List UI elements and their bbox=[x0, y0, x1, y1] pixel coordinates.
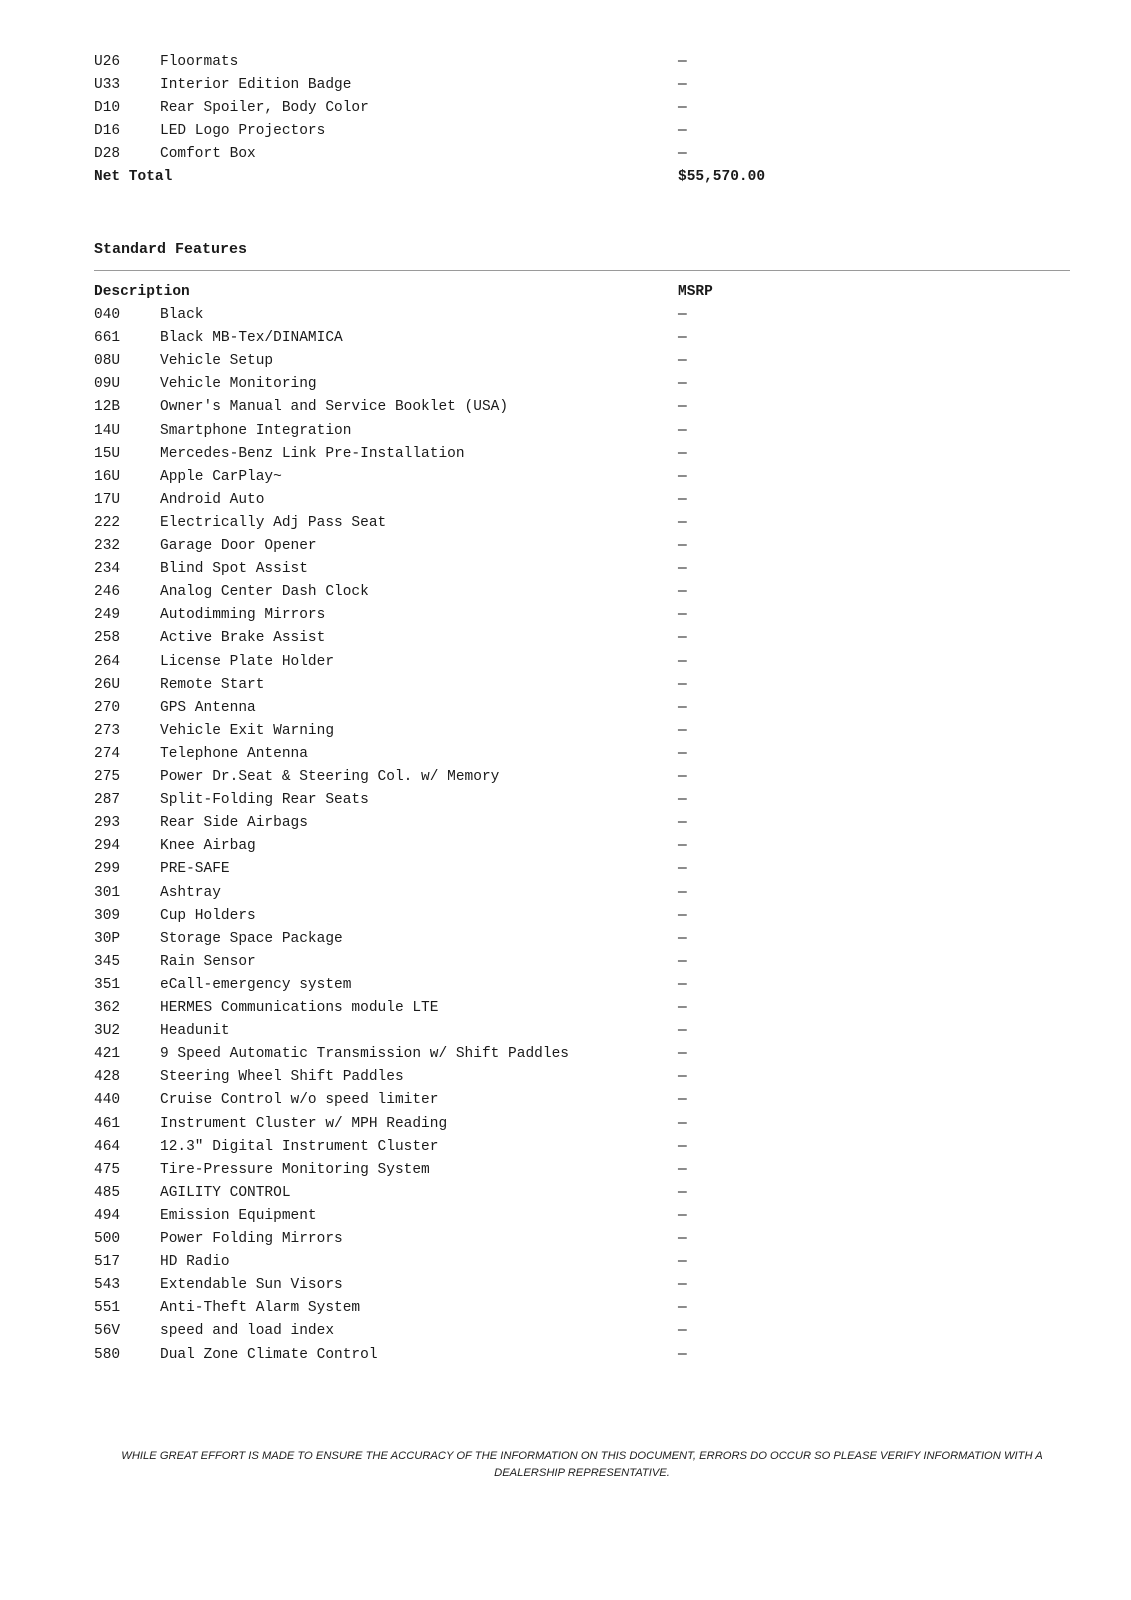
net-total-label: Net Total bbox=[94, 169, 173, 185]
feature-code: 580 bbox=[94, 1346, 121, 1363]
feature-description: GPS Antenna bbox=[160, 699, 256, 716]
feature-code: 294 bbox=[94, 838, 121, 855]
feature-description: License Plate Holder bbox=[160, 653, 335, 670]
section-divider bbox=[94, 270, 1070, 271]
feature-msrp: — bbox=[678, 1231, 687, 1247]
feature-code: 270 bbox=[94, 699, 121, 716]
feature-code: 464 bbox=[94, 1138, 121, 1155]
feature-msrp: — bbox=[678, 1069, 687, 1086]
option-description: LED Logo Projectors bbox=[160, 123, 326, 139]
feature-description: Rain Sensor bbox=[160, 953, 256, 970]
feature-description: Garage Door Opener bbox=[160, 538, 317, 554]
feature-msrp: — bbox=[678, 1138, 687, 1155]
feature-code: 500 bbox=[94, 1231, 121, 1247]
feature-description: Vehicle Monitoring bbox=[160, 376, 317, 393]
feature-description: Dual Zone Climate Control bbox=[160, 1346, 378, 1363]
feature-msrp: — bbox=[678, 538, 687, 554]
feature-msrp: — bbox=[678, 514, 687, 531]
feature-msrp: — bbox=[678, 1300, 687, 1317]
feature-msrp: — bbox=[678, 745, 687, 762]
feature-code: 485 bbox=[94, 1184, 121, 1201]
feature-description: Cup Holders bbox=[160, 907, 256, 924]
feature-code: 56V bbox=[94, 1323, 121, 1340]
feature-msrp: — bbox=[678, 468, 687, 485]
feature-msrp: — bbox=[678, 1277, 687, 1294]
option-code: U26 bbox=[94, 54, 121, 70]
feature-description: Headunit bbox=[160, 1023, 230, 1040]
feature-description: Power Dr.Seat & Steering Col. w/ Memory bbox=[160, 769, 500, 785]
feature-code: 362 bbox=[94, 1000, 121, 1016]
feature-code: 3U2 bbox=[94, 1023, 121, 1040]
feature-code: 258 bbox=[94, 630, 121, 647]
feature-msrp: — bbox=[678, 1000, 687, 1016]
feature-msrp: — bbox=[678, 607, 687, 624]
feature-description: Mercedes-Benz Link Pre-Installation bbox=[160, 445, 465, 462]
feature-msrp: — bbox=[678, 1184, 687, 1201]
feature-description: Rear Side Airbags bbox=[160, 815, 308, 832]
feature-code: 12B bbox=[94, 399, 121, 416]
feature-description: Knee Airbag bbox=[160, 838, 256, 855]
option-description: Interior Edition Badge bbox=[160, 77, 352, 93]
feature-code: 274 bbox=[94, 745, 121, 762]
feature-code: 234 bbox=[94, 561, 121, 578]
feature-description: Owner's Manual and Service Booklet (USA) bbox=[160, 399, 509, 416]
option-code: U33 bbox=[94, 77, 121, 93]
feature-description: Vehicle Exit Warning bbox=[160, 722, 335, 739]
feature-msrp: — bbox=[678, 1254, 687, 1271]
feature-description: HD Radio bbox=[160, 1254, 230, 1271]
net-total-value: $55,570.00 bbox=[678, 169, 766, 185]
feature-msrp: — bbox=[678, 884, 687, 901]
feature-msrp: — bbox=[678, 792, 687, 809]
feature-description: 9 Speed Automatic Transmission w/ Shift Paddles bbox=[160, 1046, 569, 1063]
feature-description: Cruise Control w/o speed limiter bbox=[160, 1092, 439, 1109]
option-msrp: — bbox=[678, 77, 687, 93]
feature-description: Extendable Sun Visors bbox=[160, 1277, 343, 1294]
option-msrp: — bbox=[678, 100, 687, 116]
feature-code: 08U bbox=[94, 353, 121, 370]
feature-code: 293 bbox=[94, 815, 121, 832]
feature-description: Active Brake Assist bbox=[160, 630, 326, 647]
feature-msrp: — bbox=[678, 376, 687, 393]
option-msrp: — bbox=[678, 146, 687, 162]
feature-code: 275 bbox=[94, 769, 121, 785]
feature-description: Remote Start bbox=[160, 676, 265, 693]
option-description: Comfort Box bbox=[160, 146, 256, 162]
feature-code: 273 bbox=[94, 722, 121, 739]
feature-msrp: — bbox=[678, 445, 687, 462]
feature-description: Power Folding Mirrors bbox=[160, 1231, 343, 1247]
disclaimer-text: WHILE GREAT EFFORT IS MADE TO ENSURE THE ACCURACY OF THE INFORMATION ON THIS DOCUMENT, ERRORS DO OCCUR SO PLEASE VERIFY INFORMATION WITH A DEALERSHIP REPRESENTATIVE. bbox=[121, 1450, 1043, 1479]
feature-msrp: — bbox=[678, 907, 687, 924]
feature-msrp: — bbox=[678, 1023, 687, 1040]
feature-description: Black bbox=[160, 307, 204, 323]
option-code: D28 bbox=[94, 146, 121, 162]
feature-code: 040 bbox=[94, 307, 121, 323]
feature-msrp: — bbox=[678, 769, 687, 785]
feature-code: 543 bbox=[94, 1277, 121, 1294]
feature-code: 345 bbox=[94, 953, 121, 970]
feature-msrp: — bbox=[678, 676, 687, 693]
feature-msrp: — bbox=[678, 722, 687, 739]
feature-code: 309 bbox=[94, 907, 121, 924]
feature-description: Blind Spot Assist bbox=[160, 561, 308, 578]
feature-msrp: — bbox=[678, 815, 687, 832]
feature-code: 14U bbox=[94, 422, 121, 439]
feature-description: Ashtray bbox=[160, 884, 221, 901]
option-msrp: — bbox=[678, 123, 687, 139]
feature-code: 16U bbox=[94, 468, 121, 485]
option-description: Floormats bbox=[160, 54, 239, 70]
feature-description: Electrically Adj Pass Seat bbox=[160, 514, 387, 531]
feature-description: 12.3" Digital Instrument Cluster bbox=[160, 1138, 439, 1155]
feature-description: Android Auto bbox=[160, 491, 265, 508]
feature-msrp: — bbox=[678, 330, 687, 347]
feature-description: Storage Space Package bbox=[160, 930, 343, 947]
feature-msrp: — bbox=[678, 1346, 687, 1363]
feature-description: PRE-SAFE bbox=[160, 861, 230, 878]
feature-msrp: — bbox=[678, 353, 687, 370]
feature-code: 287 bbox=[94, 792, 121, 809]
feature-code: 17U bbox=[94, 491, 121, 508]
feature-code: 26U bbox=[94, 676, 121, 693]
feature-code: 15U bbox=[94, 445, 121, 462]
msrp-header: MSRP bbox=[678, 284, 713, 300]
feature-description: Black MB-Tex/DINAMICA bbox=[160, 330, 343, 347]
feature-code: 494 bbox=[94, 1207, 121, 1224]
feature-code: 461 bbox=[94, 1115, 121, 1132]
feature-code: 232 bbox=[94, 538, 121, 554]
feature-msrp: — bbox=[678, 861, 687, 878]
feature-description: eCall-emergency system bbox=[160, 976, 352, 993]
feature-msrp: — bbox=[678, 1046, 687, 1063]
feature-description: Vehicle Setup bbox=[160, 353, 274, 370]
feature-msrp: — bbox=[678, 1323, 687, 1340]
feature-msrp: — bbox=[678, 1207, 687, 1224]
feature-description: Tire-Pressure Monitoring System bbox=[160, 1161, 430, 1178]
feature-code: 661 bbox=[94, 330, 121, 347]
feature-msrp: — bbox=[678, 653, 687, 670]
feature-code: 517 bbox=[94, 1254, 121, 1271]
standard-features-title: Standard Features bbox=[94, 241, 248, 258]
option-msrp: — bbox=[678, 54, 687, 70]
feature-description: Autodimming Mirrors bbox=[160, 607, 326, 624]
feature-code: 421 bbox=[94, 1046, 121, 1063]
feature-code: 475 bbox=[94, 1161, 121, 1178]
feature-code: 30P bbox=[94, 930, 121, 947]
feature-description: Split-Folding Rear Seats bbox=[160, 792, 369, 809]
feature-code: 351 bbox=[94, 976, 121, 993]
feature-msrp: — bbox=[678, 399, 687, 416]
feature-code: 440 bbox=[94, 1092, 121, 1109]
feature-msrp: — bbox=[678, 1161, 687, 1178]
feature-msrp: — bbox=[678, 561, 687, 578]
feature-msrp: — bbox=[678, 1092, 687, 1109]
feature-msrp: — bbox=[678, 584, 687, 601]
feature-msrp: — bbox=[678, 491, 687, 508]
feature-msrp: — bbox=[678, 1115, 687, 1132]
feature-code: 246 bbox=[94, 584, 121, 601]
feature-description: AGILITY CONTROL bbox=[160, 1184, 291, 1201]
feature-description: Emission Equipment bbox=[160, 1207, 317, 1224]
feature-code: 09U bbox=[94, 376, 121, 393]
description-header: Description bbox=[94, 284, 190, 300]
feature-msrp: — bbox=[678, 307, 687, 323]
option-code: D10 bbox=[94, 100, 121, 116]
feature-description: Instrument Cluster w/ MPH Reading bbox=[160, 1115, 448, 1132]
feature-msrp: — bbox=[678, 422, 687, 439]
feature-code: 551 bbox=[94, 1300, 121, 1317]
feature-msrp: — bbox=[678, 930, 687, 947]
feature-code: 222 bbox=[94, 514, 121, 531]
feature-description: Analog Center Dash Clock bbox=[160, 584, 369, 601]
feature-description: Anti-Theft Alarm System bbox=[160, 1300, 361, 1317]
feature-code: 249 bbox=[94, 607, 121, 624]
feature-description: Smartphone Integration bbox=[160, 422, 352, 439]
feature-code: 428 bbox=[94, 1069, 121, 1086]
option-code: D16 bbox=[94, 123, 121, 139]
feature-code: 301 bbox=[94, 884, 121, 901]
option-description: Rear Spoiler, Body Color bbox=[160, 100, 369, 116]
feature-description: Telephone Antenna bbox=[160, 745, 308, 762]
feature-msrp: — bbox=[678, 953, 687, 970]
feature-msrp: — bbox=[678, 630, 687, 647]
feature-code: 299 bbox=[94, 861, 121, 878]
feature-description: speed and load index bbox=[160, 1323, 335, 1340]
feature-description: Apple CarPlay~ bbox=[160, 468, 282, 485]
feature-msrp: — bbox=[678, 976, 687, 993]
feature-code: 264 bbox=[94, 653, 121, 670]
feature-description: Steering Wheel Shift Paddles bbox=[160, 1069, 404, 1086]
feature-msrp: — bbox=[678, 838, 687, 855]
feature-description: HERMES Communications module LTE bbox=[160, 1000, 439, 1016]
feature-msrp: — bbox=[678, 699, 687, 716]
